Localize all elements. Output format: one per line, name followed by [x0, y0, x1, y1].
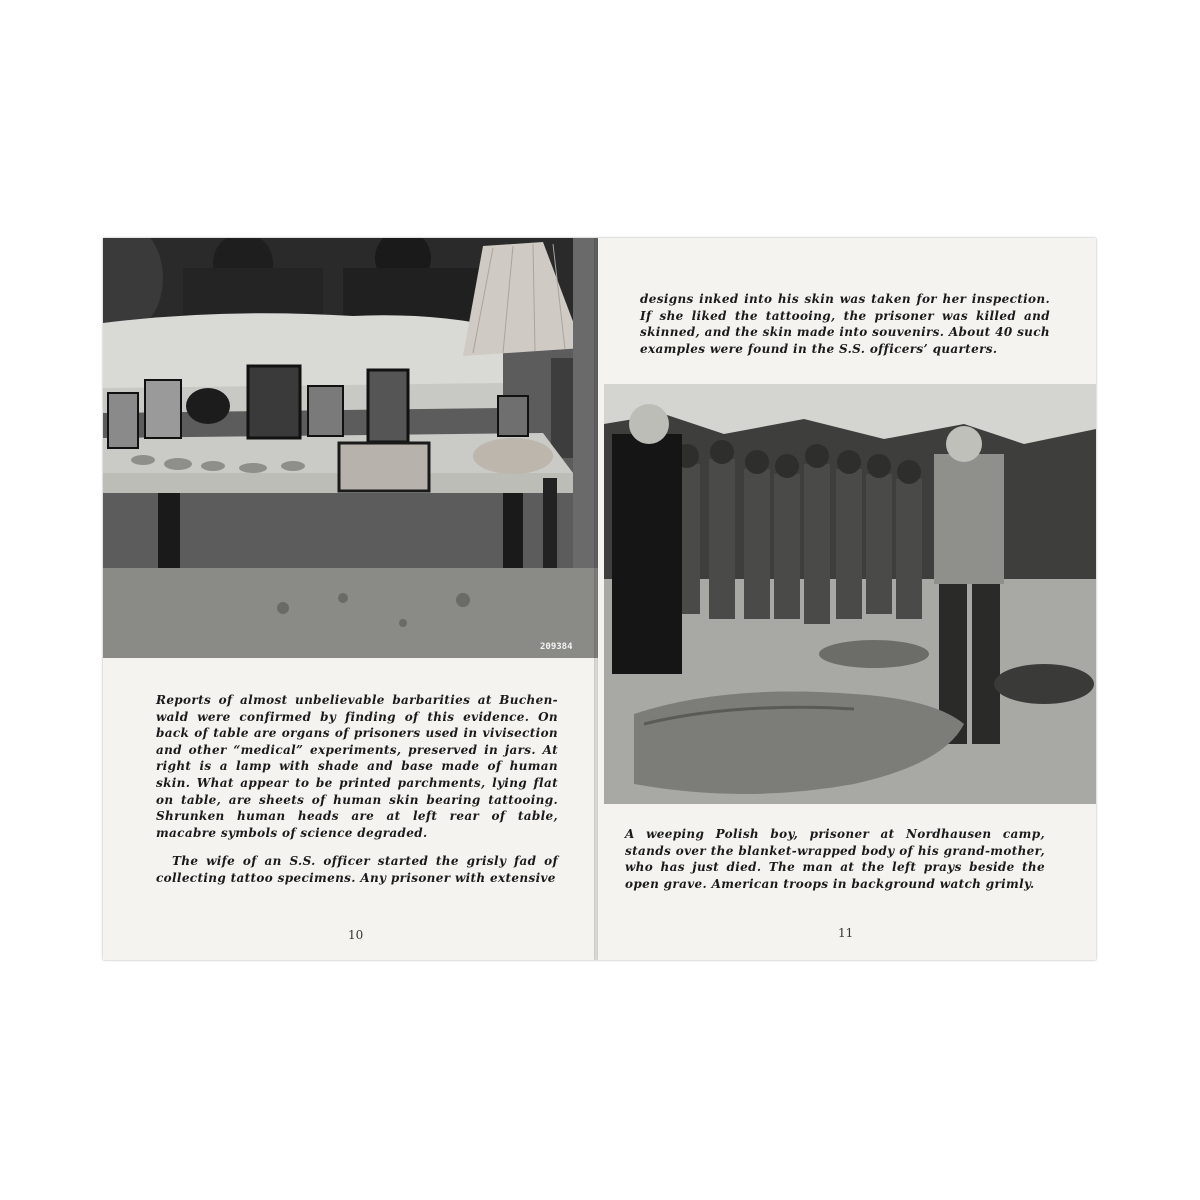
page-number-left: 10 — [348, 928, 364, 942]
right-page — [598, 238, 1096, 960]
right-top-text: designs inked into his skin was taken for her inspection. If she liked the tattooing, the prisoner was killed and skinned, and the skin made into souvenirs. About 40 such examples were found in the S.S. officers’ quarters. — [640, 292, 1050, 356]
nordhausen-photo — [604, 384, 1096, 804]
caption-paragraph-2: The wife of an S.S. officer started the grisly fad of collecting tattoo specimens. Any prisoner with extensive — [156, 854, 558, 885]
buchenwald-exhibit-photo — [103, 238, 598, 658]
right-caption: A weeping Polish boy, prisoner at Nordhausen camp, stands over the blanket-wrapped body of his grand-mother, who has just died. The man at the left prays beside the open grave. American troops in background watch grimly. — [625, 827, 1045, 891]
left-caption — [156, 692, 558, 887]
caption-paragraph-1: Reports of almost unbelievable barbarities at Buchen-wald were confirmed by finding of this evidence. On back of table are organs of prisoners used in vivisection and other “medical” experiments, preserved in jars. At right is a lamp with shade and base made of human skin. What appear to be printed parchments, lying flat on table, are sheets of human skin bearing tattooing. Shrunken human heads are at left rear of table, macabre symbols of science degraded. — [156, 693, 558, 840]
page-number-right: 11 — [838, 926, 854, 940]
left-page — [103, 238, 598, 960]
photo-stamp-number: 209384 — [540, 642, 573, 652]
